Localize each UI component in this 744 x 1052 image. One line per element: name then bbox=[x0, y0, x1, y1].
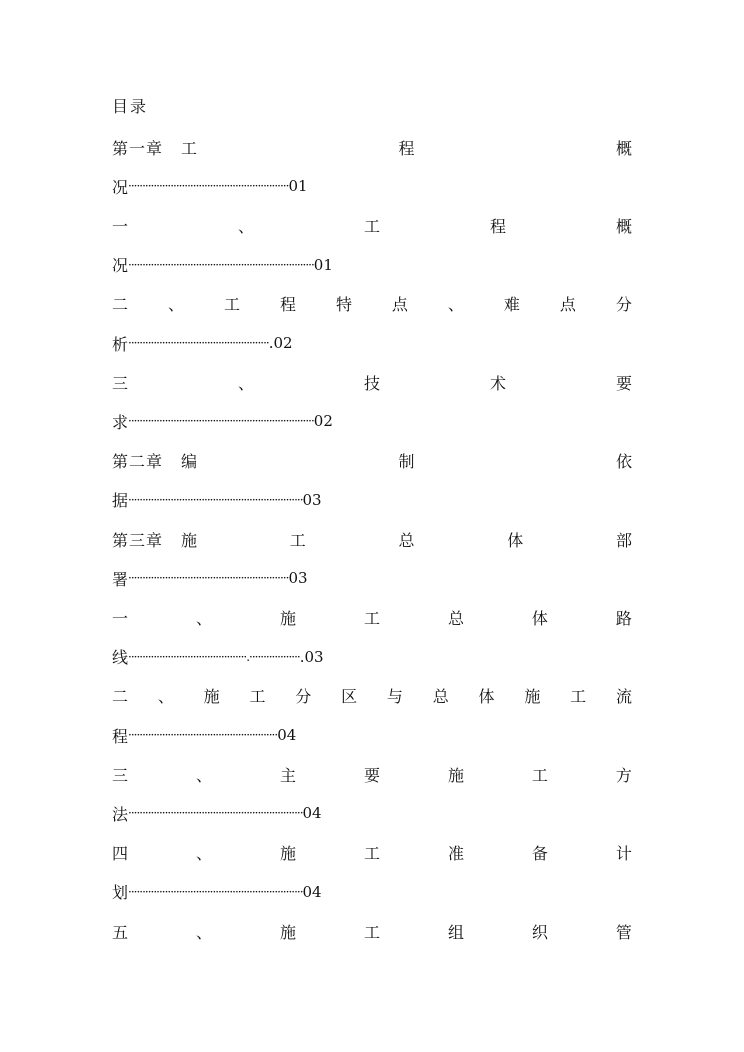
heading-char: 总 bbox=[447, 608, 464, 628]
heading-char: 程 bbox=[279, 295, 296, 315]
heading-char: 工 bbox=[249, 687, 266, 707]
heading-char: 工 bbox=[289, 530, 306, 550]
heading-char: 准 bbox=[447, 844, 464, 864]
heading-char: 求 bbox=[112, 412, 129, 432]
toc-line bbox=[112, 800, 632, 826]
heading-char: 线 bbox=[112, 648, 129, 668]
page-number: 01 bbox=[313, 255, 333, 274]
heading-char: 况 bbox=[112, 256, 129, 276]
heading-char: 体 bbox=[478, 687, 495, 707]
heading-char: 一 bbox=[112, 608, 129, 628]
heading-char: 概 bbox=[615, 216, 632, 236]
toc-line bbox=[112, 879, 632, 905]
toc-line bbox=[112, 487, 632, 513]
toc-line bbox=[112, 134, 632, 160]
heading-char: 施 bbox=[524, 687, 541, 707]
toc-line bbox=[112, 448, 632, 474]
page-number: 03 bbox=[288, 569, 308, 588]
dot-leader: ·················································· bbox=[128, 336, 269, 350]
heading-char: 、 bbox=[157, 687, 174, 707]
heading-char: 工 bbox=[570, 687, 587, 707]
heading-char: 工 bbox=[363, 216, 380, 236]
dot-leader: ························································· bbox=[128, 179, 289, 194]
toc-line bbox=[112, 840, 632, 866]
heading-char: 工 bbox=[181, 138, 198, 158]
heading-char: 方 bbox=[615, 765, 632, 785]
heading-char: 署 bbox=[112, 569, 129, 589]
heading-char: 、 bbox=[167, 295, 184, 315]
heading-char: 难 bbox=[503, 295, 520, 315]
heading-char: 主 bbox=[279, 765, 296, 785]
heading-char: 程 bbox=[489, 216, 506, 236]
toc-line bbox=[112, 604, 632, 630]
heading-char: 组 bbox=[447, 922, 464, 942]
heading-char: 二 bbox=[112, 687, 129, 707]
heading-char: 施 bbox=[279, 608, 296, 628]
toc-line bbox=[112, 918, 632, 944]
toc-line bbox=[112, 644, 632, 670]
heading-char: 施 bbox=[181, 530, 198, 550]
heading-char: 况 bbox=[112, 177, 129, 197]
toc-line bbox=[112, 722, 632, 748]
dot-leader: ····················································· bbox=[128, 728, 278, 742]
heading-char: 、 bbox=[237, 373, 254, 393]
heading-char: 三 bbox=[112, 765, 129, 785]
dot-leader: ······························································ bbox=[128, 806, 303, 821]
toc-line bbox=[112, 291, 632, 317]
toc-line bbox=[112, 369, 632, 395]
chapter-label: 第三章 bbox=[112, 530, 164, 550]
heading-char: 、 bbox=[447, 295, 464, 315]
toc-line bbox=[112, 252, 632, 278]
heading-char: 备 bbox=[531, 844, 548, 864]
heading-char: 、 bbox=[195, 922, 212, 942]
dot-leader: ··········································.·················· bbox=[128, 649, 300, 664]
heading-char: 点 bbox=[391, 295, 408, 315]
toc-line bbox=[112, 408, 632, 434]
heading-char: 体 bbox=[531, 608, 548, 628]
toc-line bbox=[112, 683, 632, 709]
toc-line bbox=[112, 526, 632, 552]
heading-char: 特 bbox=[335, 295, 352, 315]
page-number: 02 bbox=[313, 412, 333, 431]
heading-char: 五 bbox=[112, 922, 129, 942]
heading-char: 编 bbox=[181, 452, 198, 472]
heading-char: 点 bbox=[559, 295, 576, 315]
dot-leader: ······························································ bbox=[128, 884, 303, 899]
heading-char: 二 bbox=[112, 295, 129, 315]
heading-char: 计 bbox=[615, 844, 632, 864]
heading-char: 路 bbox=[615, 608, 632, 628]
dot-leader: ·································································· bbox=[128, 414, 314, 429]
heading-char: 制 bbox=[398, 452, 415, 472]
heading-char: 工 bbox=[363, 922, 380, 942]
heading-char: 、 bbox=[195, 765, 212, 785]
heading-char: 要 bbox=[615, 373, 632, 393]
heading-char: 四 bbox=[112, 844, 129, 864]
heading-char: 管 bbox=[615, 922, 632, 942]
page-number: .03 bbox=[299, 647, 324, 666]
chapter-label: 第一章 bbox=[112, 138, 164, 158]
heading-char: 施 bbox=[279, 844, 296, 864]
toc-title: 目录 bbox=[112, 97, 149, 116]
toc-line bbox=[112, 565, 632, 591]
heading-char: 分 bbox=[295, 687, 312, 707]
heading-char: 流 bbox=[615, 687, 632, 707]
heading-char: 程 bbox=[398, 138, 415, 158]
toc-line bbox=[112, 212, 632, 238]
page-number: .02 bbox=[268, 334, 293, 352]
toc-line bbox=[112, 330, 632, 356]
heading-char: 总 bbox=[398, 530, 415, 550]
toc-line bbox=[112, 173, 632, 199]
heading-char: 工 bbox=[363, 608, 380, 628]
dot-leader: ·································································· bbox=[128, 257, 314, 272]
heading-char: 施 bbox=[203, 687, 220, 707]
heading-char: 程 bbox=[112, 726, 129, 746]
page-number: 03 bbox=[302, 490, 322, 509]
heading-char: 织 bbox=[531, 922, 548, 942]
heading-char: 技 bbox=[363, 373, 380, 393]
heading-char: 据 bbox=[112, 491, 129, 511]
heading-char: 工 bbox=[531, 765, 548, 785]
heading-char: 法 bbox=[112, 804, 129, 824]
page-number: 04 bbox=[302, 804, 322, 823]
heading-char: 依 bbox=[615, 452, 632, 472]
heading-char: 区 bbox=[341, 687, 358, 707]
heading-char: 概 bbox=[615, 138, 632, 158]
toc-line bbox=[112, 761, 632, 787]
heading-char: 分 bbox=[615, 295, 632, 315]
page-number: 04 bbox=[302, 882, 322, 901]
dot-leader: ························································· bbox=[128, 571, 289, 586]
heading-char: 、 bbox=[195, 608, 212, 628]
heading-char: 总 bbox=[432, 687, 449, 707]
heading-char: 划 bbox=[112, 883, 129, 903]
page-number: 04 bbox=[277, 726, 297, 744]
heading-char: 一 bbox=[112, 216, 129, 236]
heading-char: 三 bbox=[112, 373, 129, 393]
page-number: 01 bbox=[288, 177, 308, 196]
heading-char: 与 bbox=[386, 687, 403, 707]
dot-leader: ······························································ bbox=[128, 492, 303, 507]
heading-char: 部 bbox=[615, 530, 632, 550]
heading-char: 体 bbox=[507, 530, 524, 550]
heading-char: 析 bbox=[112, 334, 129, 354]
heading-char: 术 bbox=[489, 373, 506, 393]
heading-char: 要 bbox=[363, 765, 380, 785]
heading-char: 、 bbox=[195, 844, 212, 864]
heading-char: 、 bbox=[237, 216, 254, 236]
heading-char: 工 bbox=[223, 295, 240, 315]
heading-char: 施 bbox=[447, 765, 464, 785]
heading-char: 施 bbox=[279, 922, 296, 942]
chapter-label: 第二章 bbox=[112, 452, 164, 472]
heading-char: 工 bbox=[363, 844, 380, 864]
